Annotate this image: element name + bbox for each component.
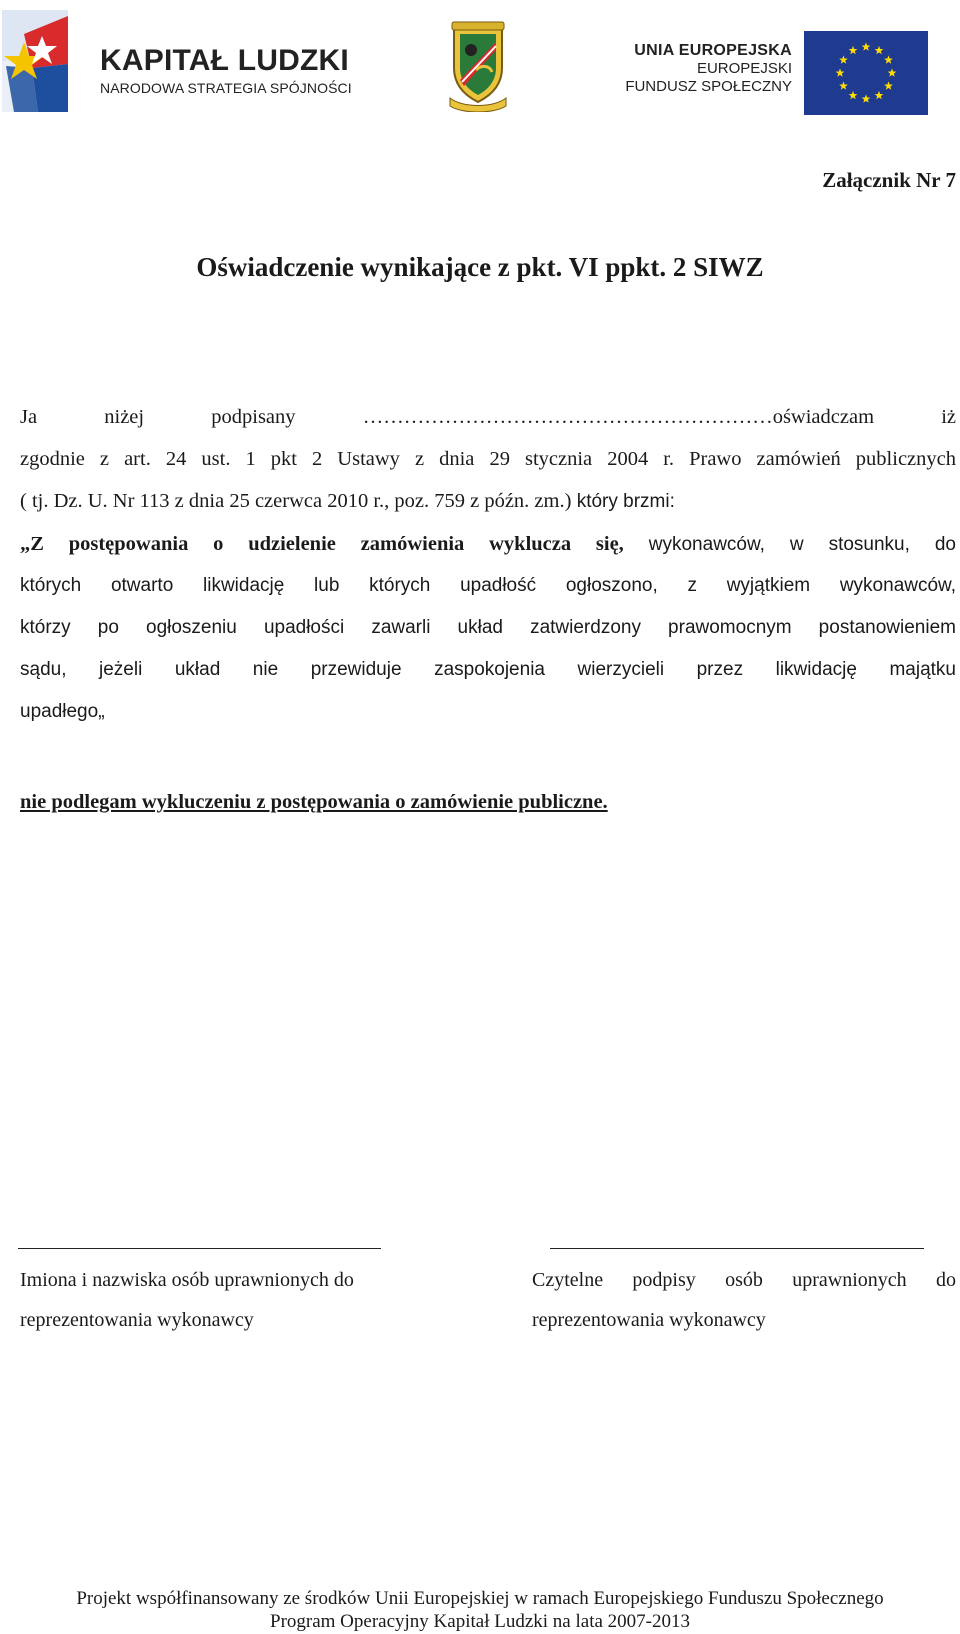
body-line-2: zgodnie z art. 24 ust. 1 pkt 2 Ustawy z dnia 29 stycznia 2004 r. Prawo zamówień publicznych: [20, 448, 956, 470]
kapital-ludzki-logo: [2, 6, 352, 116]
eu-fund-text: [612, 42, 792, 96]
document-title: Oświadczenie wynikające z pkt. VI ppkt. 2 SIWZ: [196, 252, 764, 282]
left-caption-line-1: Imiona i nazwiska osób uprawnionych do: [20, 1269, 354, 1291]
quote-line-5: upadłego„: [20, 701, 105, 722]
quote-line-1: [20, 532, 956, 557]
eu-flag-icon: [804, 31, 928, 115]
efs-line2: FUNDUSZ SPOŁECZNY: [625, 78, 792, 95]
quote-line-3: którzy po ogłoszeniu upadłości zawarli układ zatwierdzony prawomocnym postanowieniem: [20, 617, 956, 638]
annex-label: Załącznik Nr 7: [822, 168, 956, 192]
name-signature-line: [18, 1248, 381, 1249]
quote-rest: wykonawców, w stosunku, do: [623, 534, 956, 555]
quote-bold: „Z postępowania o udzielenie zamówienia wyklucza się,: [20, 533, 624, 555]
body-line-3: [20, 489, 956, 514]
which-reads: który brzmi:: [571, 491, 675, 512]
footer-line-2: Program Operacyjny Kapitał Ludzki na lata 2007-2013: [270, 1611, 690, 1632]
coat-of-arms-icon: [446, 20, 510, 112]
legal-reference: ( tj. Dz. U. Nr 113 z dnia 25 czerwca 2010 r., poz. 759 z późn. zm.): [20, 490, 572, 512]
left-caption-line-2: reprezentowania wykonawcy: [20, 1309, 254, 1331]
body-line-1: Ja niżej podpisany ……………………………………………………oświadczam iż: [20, 406, 956, 428]
kapital-ludzki-emblem-icon: [2, 6, 98, 116]
declaration: nie podlegam wykluczeniu z postępowania o zamówienie publiczne.: [20, 791, 608, 813]
right-caption-line-2: reprezentowania wykonawcy: [532, 1309, 766, 1331]
efs-line1: EUROPEJSKI: [696, 60, 792, 77]
footer-line-1: Projekt współfinansowany ze środków Unii Europejskiej w ramach Europejskiego Funduszu Społecznego: [76, 1588, 884, 1609]
right-caption-line-1: Czytelne podpisy osób uprawnionych do: [532, 1269, 956, 1291]
quote-line-4: sądu, jeżeli układ nie przewiduje zaspokojenia wierzycieli przez likwidację majątku: [20, 659, 956, 680]
eu-name: UNIA EUROPEJSKA: [634, 42, 792, 59]
kapital-ludzki-title: KAPITAŁ LUDZKI: [100, 44, 349, 77]
signature-line: [550, 1248, 924, 1249]
kapital-ludzki-subtitle: NARODOWA STRATEGIA SPÓJNOŚCI: [100, 80, 352, 96]
quote-line-2: których otwarto likwidację lub których upadłość ogłoszono, z wyjątkiem wykonawców,: [20, 575, 956, 596]
